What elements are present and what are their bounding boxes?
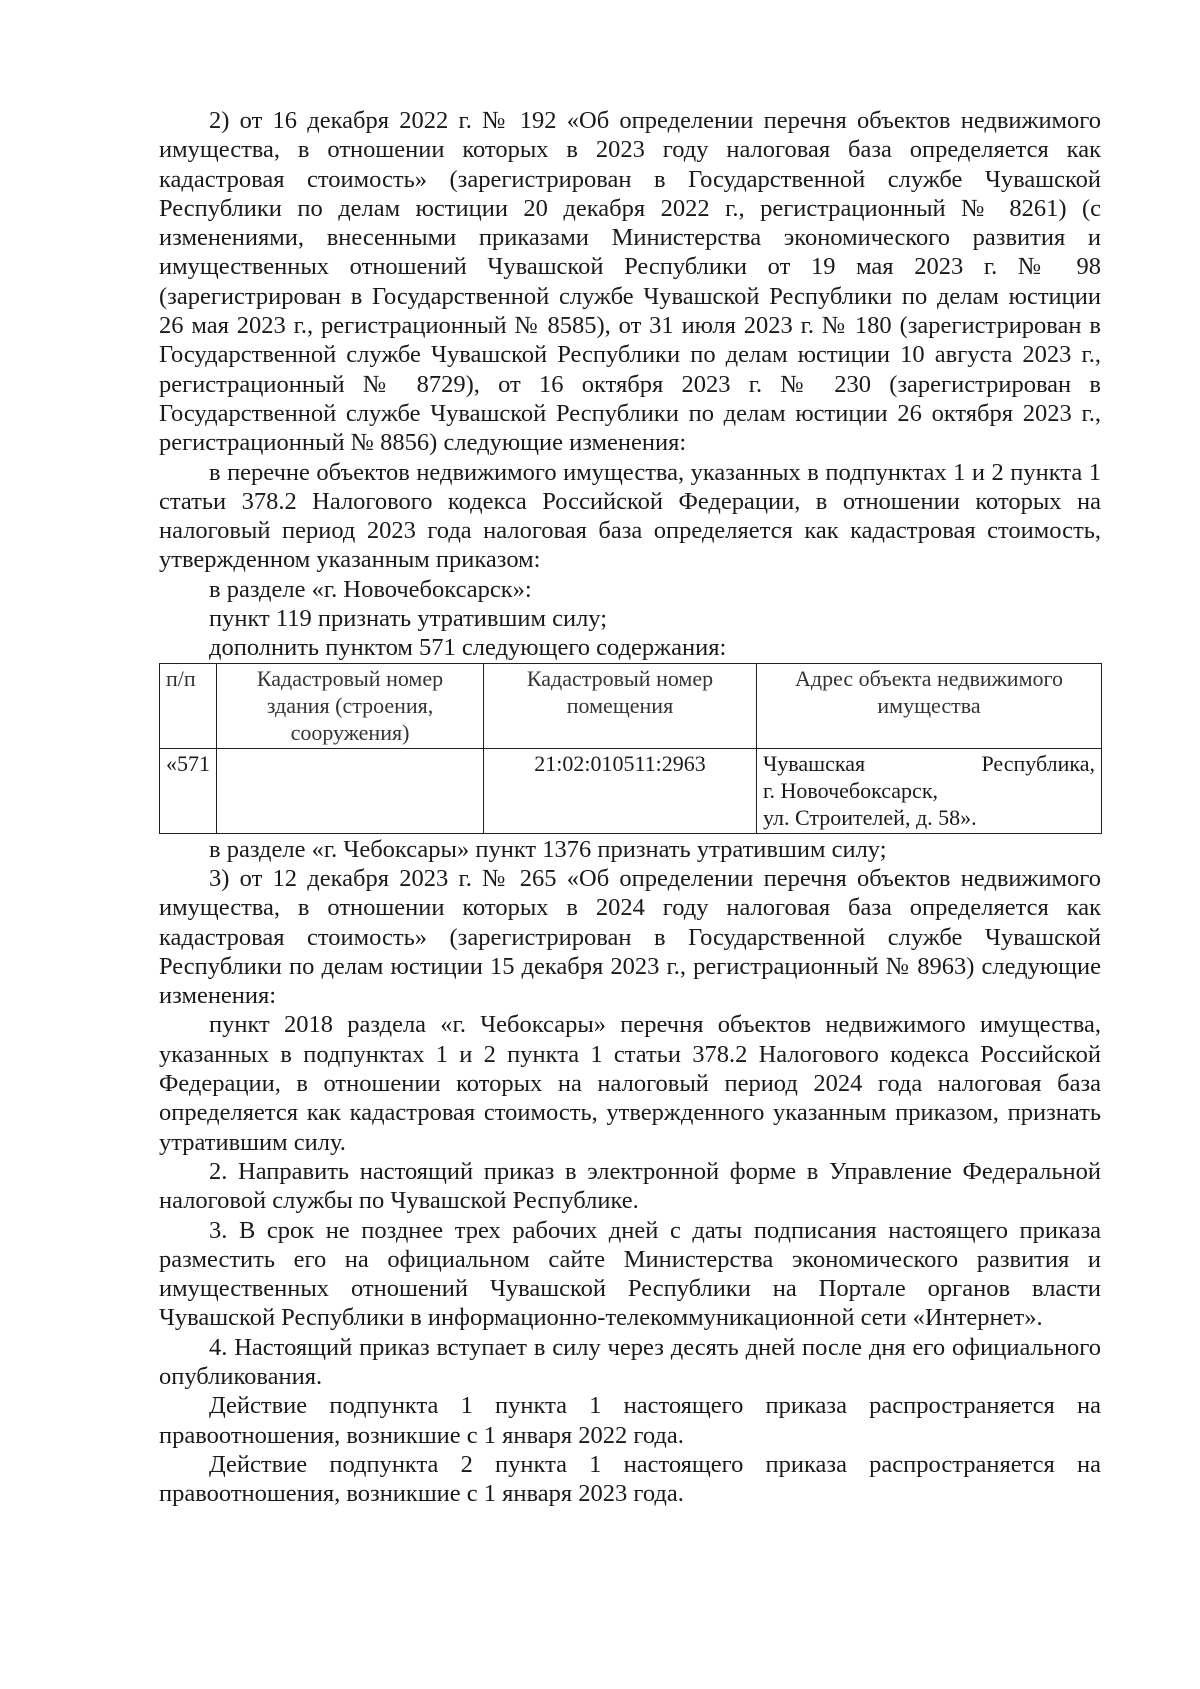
- paragraph-item-3: 3) от 12 декабря 2023 г. № 265 «Об определении перечня объектов недвижимого имущества, в отношении которых в 2024 году налоговая база определяется как кадастровая стоимость» (зарегистрирован в Государственной службе Чувашской Республики по делам юстиции 15 декабря 2023 г., регистрационный № 8963) следующие изменения:: [159, 864, 1101, 1010]
- header-room-cadastral: Кадастровый номер помещения: [484, 663, 757, 748]
- property-table: [159, 663, 1102, 834]
- cell-building: [217, 748, 484, 833]
- cell-room: 21:02:010511:2963: [484, 748, 757, 833]
- paragraph-item-2: 2) от 16 декабря 2022 г. № 192 «Об определении перечня объектов недвижимого имущества, в отношении которых в 2023 году налоговая база определяется как кадастровая стоимость» (зарегистрирован в Государственной службе Чувашской Республики по делам юстиции 20 декабря 2022 г., регистрационный № 8261) (с изменениями, внесенными приказами Министерства экономического развития и имущественных отношений Чувашской Республики от 19 мая 2023 г. № 98 (зарегистрирован в Государственной службе Чувашской Республики по делам юстиции 26 мая 2023 г., регистрационный № 8585), от 31 июля 2023 г. № 180 (зарегистрирован в Государственной службе Чувашской Республики по делам юстиции 10 августа 2023 г., регистрационный № 8729), от 16 октября 2023 г. № 230 (зарегистрирован в Государственной службе Чувашской Республики по делам юстиции 26 октября 2023 г., регистрационный № 8856) следующие изменения:: [159, 107, 1101, 457]
- cell-address: [757, 748, 1102, 833]
- header-building-cadastral: Кадастровый номер здания (строения, сооружения): [217, 663, 484, 748]
- paragraph-add-571: дополнить пунктом 571 следующего содержания:: [209, 634, 727, 662]
- paragraph-effect-1: Действие подпункта 1 пункта 1 настоящего приказа распространяется на правоотношения, возникшие с 1 января 2022 года.: [159, 1392, 1101, 1449]
- paragraph-section-novocheboksarsk: в разделе «г. Новочебоксарск»:: [209, 575, 532, 603]
- address-line-3: ул. Строителей, д. 58».: [763, 804, 977, 830]
- table-row: [160, 748, 1102, 833]
- cell-num: «571: [160, 748, 217, 833]
- paragraph-list-amendment: в перечне объектов недвижимого имущества, указанных в подпунктах 1 и 2 пункта 1 статьи 378.2 Налогового кодекса Российской Федерации, в отношении которых на налоговый период 2023 года налоговая база определяется как кадастровая стоимость, утвержденном указанным приказом:: [159, 458, 1101, 574]
- table-header-row: [160, 663, 1102, 748]
- paragraph-item-119: пункт 119 признать утратившим силу;: [209, 605, 608, 633]
- paragraph-clause-4: 4. Настоящий приказ вступает в силу через десять дней после дня его официального опубликования.: [159, 1333, 1101, 1390]
- paragraph-clause-2: 2. Направить настоящий приказ в электронной форме в Управление Федеральной налоговой службы по Чувашской Республике.: [159, 1157, 1101, 1215]
- paragraph-item-2018: пункт 2018 раздела «г. Чебоксары» перечня объектов недвижимого имущества, указанных в подпунктах 1 и 2 пункта 1 статьи 378.2 Налогового кодекса Российской Федерации, в отношении которых на налоговый период 2024 года налоговая база определяется как кадастровая стоимость, утвержденного указанным приказом, признать утратившим силу.: [159, 1011, 1101, 1156]
- document-page: [159, 106, 1101, 1508]
- address-line-2: г. Новочебоксарск,: [763, 777, 939, 803]
- header-num: п/п: [160, 663, 217, 748]
- paragraph-section-cheboksary: в разделе «г. Чебоксары» пункт 1376 признать утратившим силу;: [209, 835, 887, 863]
- header-address: Адрес объекта недвижимого имущества: [757, 663, 1102, 748]
- address-line-1: Чувашская Республика,: [763, 750, 1095, 776]
- paragraph-effect-2: Действие подпункта 2 пункта 1 настоящего приказа распространяется на правоотношения, возникшие с 1 января 2023 года.: [159, 1450, 1101, 1508]
- paragraph-clause-3: 3. В срок не позднее трех рабочих дней с даты подписания настоящего приказа разместить его на официальном сайте Министерства экономического развития и имущественных отношений Чувашской Республики на Портале органов власти Чувашской Республики в информационно-телекоммуникационной сети «Интернет».: [159, 1216, 1101, 1332]
